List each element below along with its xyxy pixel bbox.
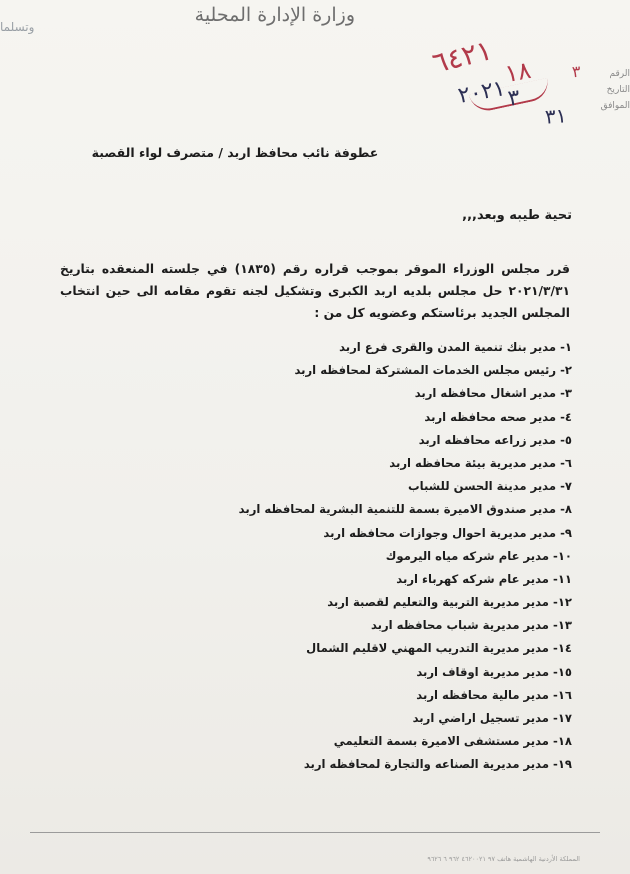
list-item: ٦- مدير مديرية بيئة محافظه اربد xyxy=(389,455,572,470)
list-item: ٧- مدير مدينة الحسن للشباب xyxy=(407,479,572,494)
handwritten-year: ٢٠٢١ xyxy=(456,76,508,109)
label-date: التاريخ xyxy=(606,85,630,95)
letter-greeting: تحية طيبه وبعد,,, xyxy=(462,208,572,223)
list-item: ١٨- مدير مستشفى الاميرة بسمة التعليمي xyxy=(333,734,572,749)
list-item: ١٣- مدير مديرية شباب محافظه اربد xyxy=(370,618,572,633)
label-corresponding: الموافق xyxy=(600,101,630,111)
list-item: ٥- مدير زراعه محافظه اربد xyxy=(418,432,572,447)
list-item: ١- مدير بنك تنمية المدن والقرى فرع اربد xyxy=(339,340,572,354)
list-item: ٨- مدير صندوق الاميرة بسمة للتنمية البشرية لمحافظه اربد xyxy=(238,502,572,517)
list-item: ١٤- مدير مديرية التدريب المهني لاقليم الشمال xyxy=(306,641,572,656)
label-number: الرقم xyxy=(609,69,630,79)
list-item: ١٥- مدير مديرية اوقاف اربد xyxy=(416,664,572,679)
list-item: ١٩- مدير مديرية الصناعه والتجارة لمحافظه اربد xyxy=(303,757,572,772)
list-item: ١٦- مدير مالية محافظه اربد xyxy=(416,687,572,702)
ministry-letterhead: وزارة الإدارة المحلية xyxy=(194,4,355,26)
letter-addressee: عطوفة نائب محافظ اربد / متصرف لواء القصبة xyxy=(91,145,379,160)
list-item: ١٠- مدير عام شركه مياه اليرموك xyxy=(385,548,572,563)
handwritten-month: ٣ xyxy=(571,61,582,82)
footer-divider xyxy=(30,832,600,833)
list-item: ١٢- مدير مديرية التربية والتعليم لقصبة اربد xyxy=(327,595,572,610)
handwritten-ref-number: ٦٤٢١ xyxy=(428,33,496,80)
list-item: ١١- مدير عام شركه كهرباء اربد xyxy=(396,571,572,586)
footer-contact: المملكة الأردنية الهاشمية هاتف ٩٧ ٤٦٢٠٠٢١ ٩٦٢ ٦ ٩٦٢٦ xyxy=(427,855,580,863)
list-item: ١٧- مدير تسجيل اراضي اربد xyxy=(412,711,572,725)
handwritten-day: ١٨ xyxy=(502,55,534,89)
letter-body: قرر مجلس الوزراء الموقر بموجب قراره رقم (١٨٣٥) في جلسته المنعقده بتاريخ ٢٠٢١/٣/٣١ حل مجلس بلديه اربد الكبرى وتشكيل لجنه تقوم مقامه الى حين انتخاب المجلس الجديد برئاستكم وعضويه كل من : xyxy=(60,262,570,320)
list-item: ٩- مدير مديرية احوال وجوازات محافظه اربد xyxy=(323,525,572,540)
handwritten-day-2: ٣١ xyxy=(544,103,568,129)
list-item: ٤- مدير صحه محافظه اربد xyxy=(424,409,572,424)
corner-logo-text: وتسلما xyxy=(0,20,35,34)
committee-members-list xyxy=(152,336,572,777)
handwritten-month-2: ٣ xyxy=(506,85,522,112)
reference-labels xyxy=(594,66,630,114)
list-item: ٣- مدير اشغال محافظه اربد xyxy=(414,386,572,401)
list-item: ٢- رئيس مجلس الخدمات المشتركة لمحافظه اربد xyxy=(294,363,572,378)
